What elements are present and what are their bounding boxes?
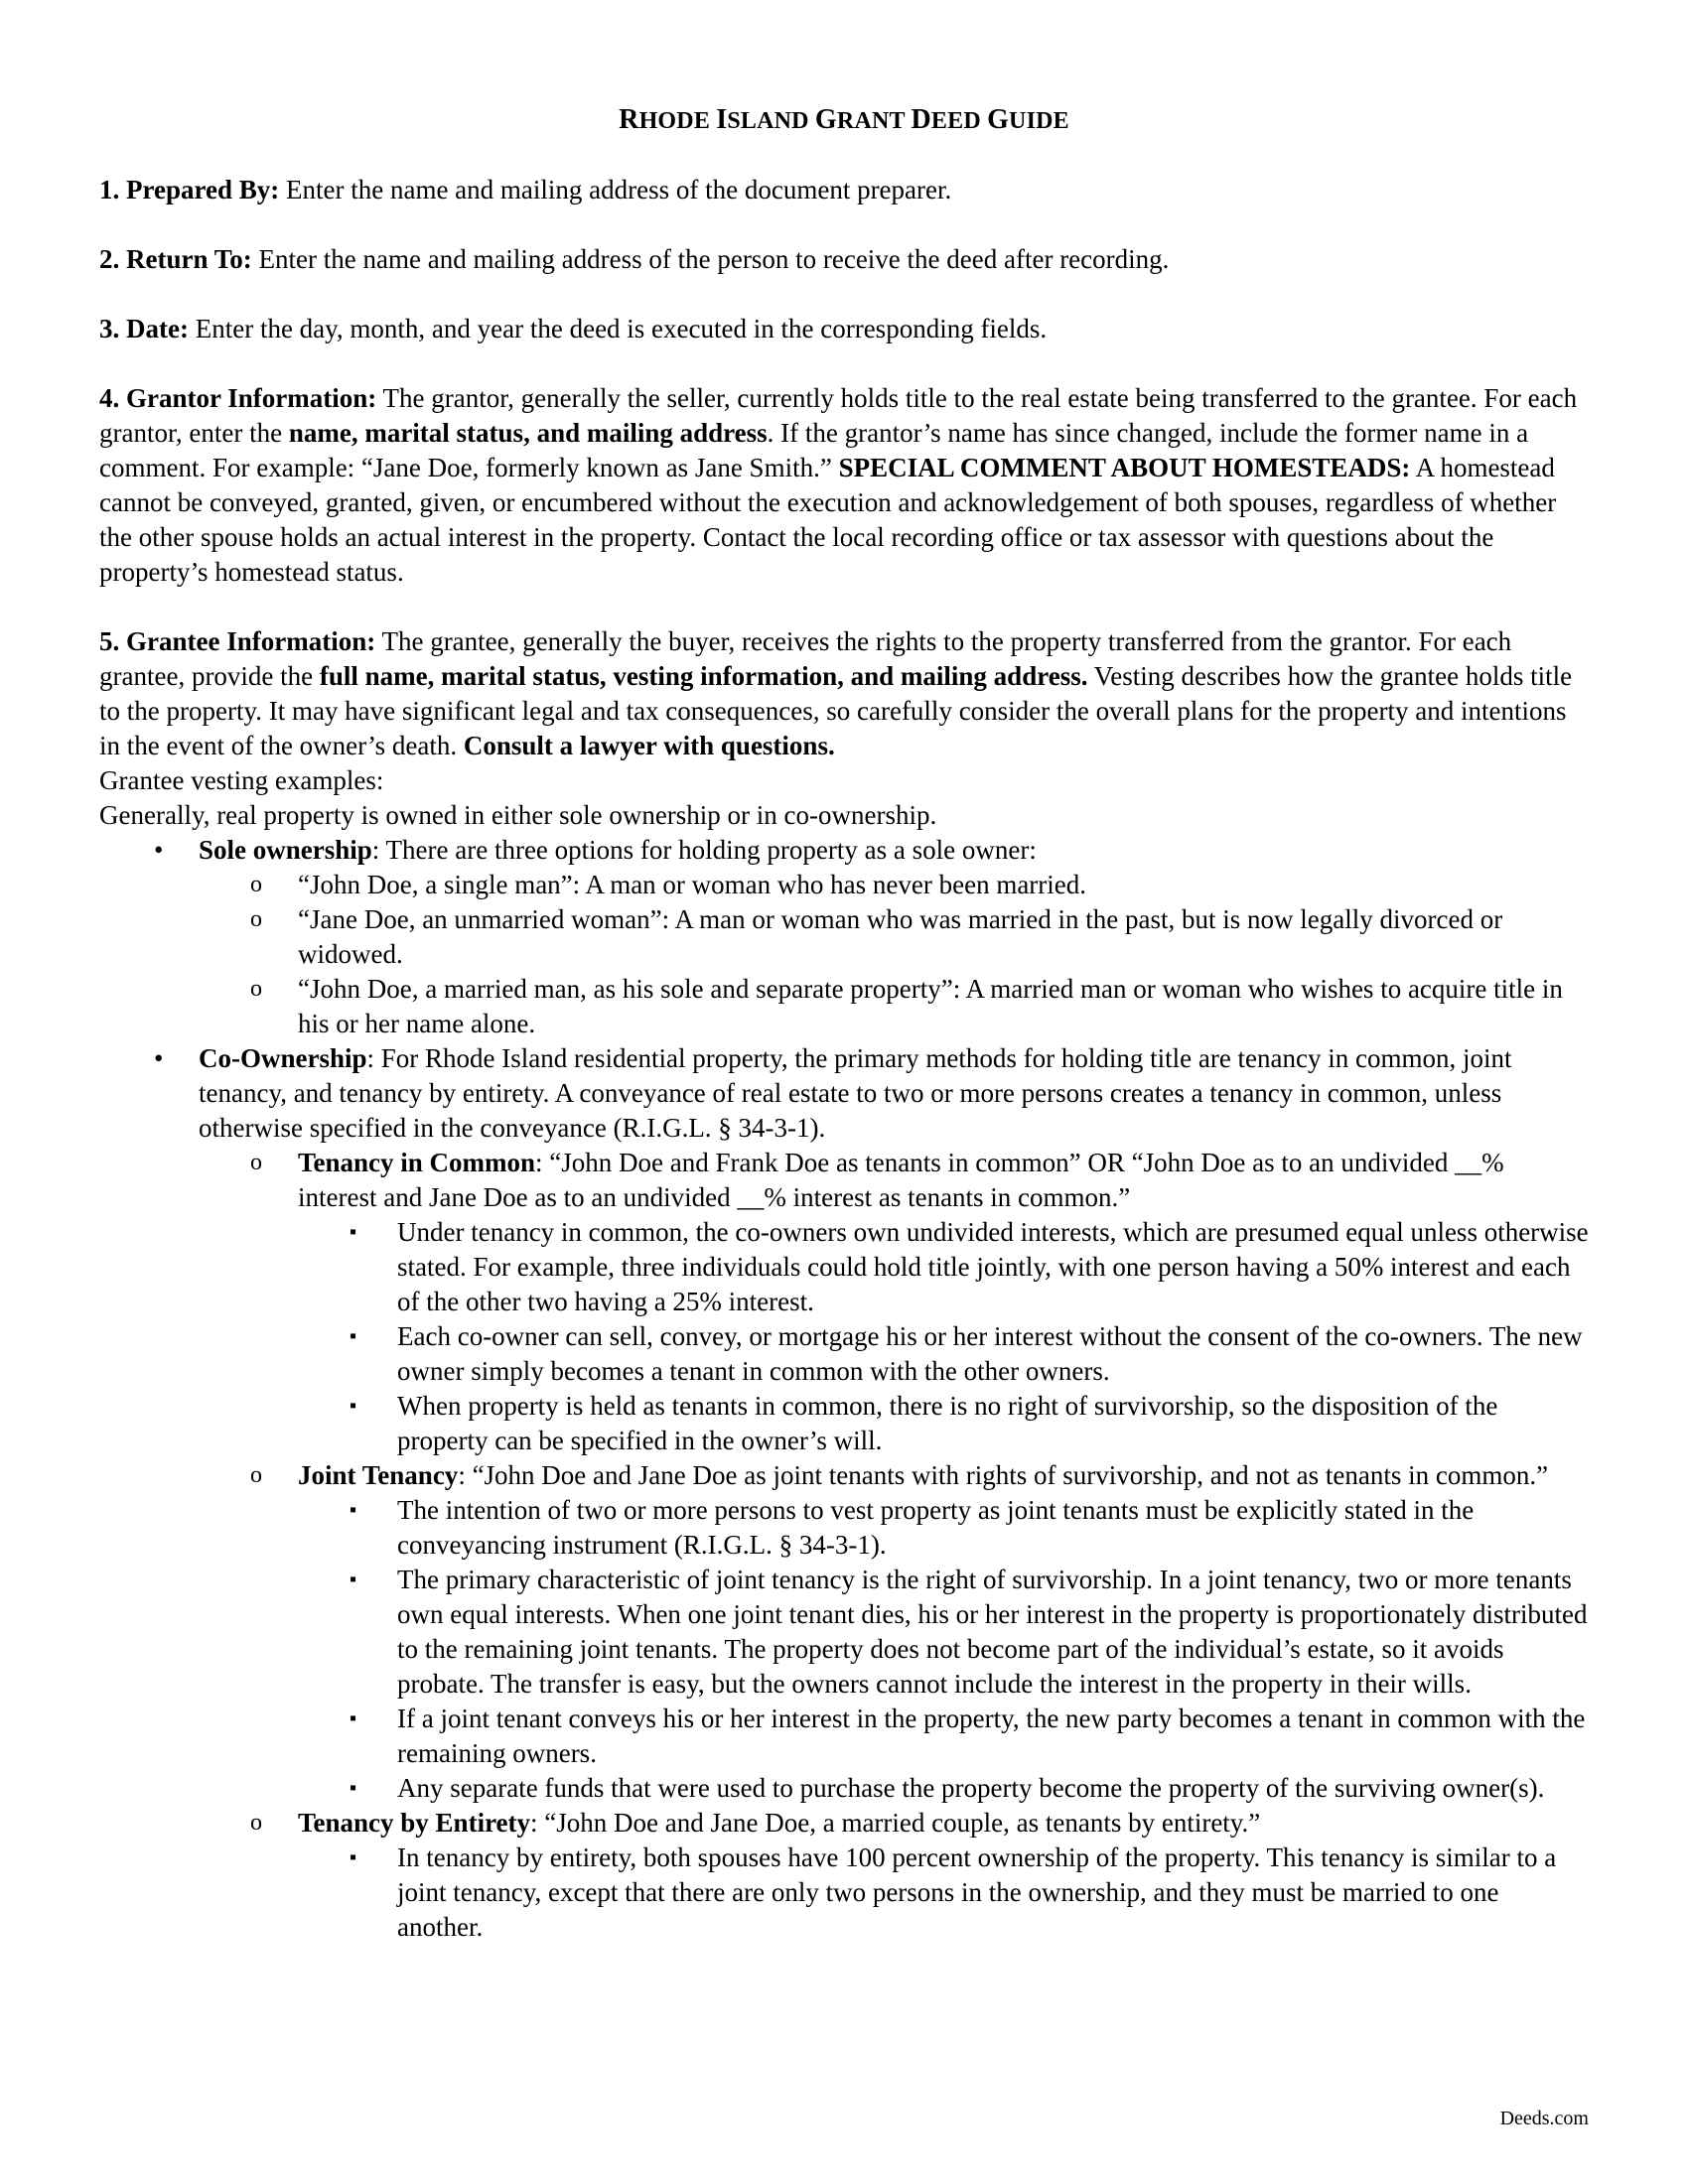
square-marker: ▪ — [350, 1395, 357, 1417]
grantee-section: 5. Grantee Information: The grantee, generally the buyer, receives the rights to the property transferred from the grantor. For each grantee, provide the full name, marital status, vesting information, and mailing address. Vesting describes how the grantee holds title to the property. It may have significant legal and tax consequences, so carefully consider the overall plans for the property and intentions in the event of the owner’s death. Consult a lawyer with questions. — [99, 626, 1573, 760]
bullet-marker: • — [154, 1043, 164, 1073]
jt-point: ▪ If a joint tenant conveys his or her interest in the property, the new party becomes a tenant in common with the remaining owners. — [350, 1704, 1586, 1768]
sole-ownership-item: • Sole ownership: There are three options for holding property as a sole owner: — [99, 833, 1589, 868]
prepared-by-section: 1. Prepared By: Enter the name and mailing address of the document preparer. — [99, 175, 952, 205]
document-page — [99, 102, 1589, 1945]
tenancy-by-entirety-item: o Tenancy by Entirety: “John Doe and Jane Doe, a married couple, as tenants by entirety.” — [99, 1806, 1589, 1841]
tic-point: ▪ Each co-owner can sell, convey, or mortgage his or her interest without the consent of the co-owners. The new owner simply becomes a tenant in common with the other owners. — [350, 1321, 1583, 1386]
date-section: 3. Date: Enter the day, month, and year the deed is executed in the corresponding fields. — [99, 314, 1048, 343]
grantor-section: 4. Grantor Information: The grantor, generally the seller, currently holds title to the real estate being transferred to the grantee. For each grantor, enter the name, marital status, and mailing address. If the grantor’s name has since changed, include the former name in a comment. For example: “Jane Doe, formerly known as Jane Smith.” SPECIAL COMMENT ABOUT HOMESTEADS: A homestead cannot be conveyed, granted, given, or encumbered without the execution and acknowledgement of both spouses, regardless of whether the other spouse holds an actual interest in the property. Contact the local recording office or tax assessor with questions about the property’s homestead status. — [99, 383, 1578, 587]
circle-marker: o — [250, 872, 262, 897]
ownership-intro: Generally, real property is owned in either sole ownership or in co-ownership. — [99, 800, 937, 830]
square-marker: ▪ — [350, 1221, 357, 1243]
square-marker: ▪ — [350, 1846, 357, 1868]
joint-tenancy-item: o Joint Tenancy: “John Doe and Jane Doe as joint tenants with rights of survivorship, and not as tenants in common.” — [99, 1458, 1589, 1493]
return-to-section: 2. Return To: Enter the name and mailing address of the person to receive the deed after recording. — [99, 244, 1170, 274]
tenancy-in-common-item: o Tenancy in Common: “John Doe and Frank Doe as tenants in common” OR “John Doe as to an undivided __% interest and Jane Doe as to an undivided __% interest as tenants in common.” — [250, 1148, 1504, 1212]
sole-option-married: o “John Doe, a married man, as his sole and separate property”: A married man or woman who wishes to acquire title in his or her name alone. — [250, 974, 1563, 1038]
jt-point: ▪ Any separate funds that were used to purchase the property become the property of the surviving owner(s). — [99, 1771, 1589, 1806]
sole-option-single: o “John Doe, a single man”: A man or woman who has never been married. — [99, 868, 1589, 902]
circle-marker: o — [250, 1810, 262, 1836]
square-marker: ▪ — [350, 1499, 357, 1521]
square-marker: ▪ — [350, 1325, 357, 1347]
circle-marker: o — [250, 1462, 262, 1488]
circle-marker: o — [250, 976, 262, 1002]
circle-marker: o — [250, 906, 262, 932]
vesting-examples-heading: Grantee vesting examples: — [99, 765, 384, 795]
jt-point: ▪ The intention of two or more persons to vest property as joint tenants must be explicitly stated in the conveyancing instrument (R.I.G.L. § 34-3-1). — [350, 1495, 1475, 1560]
square-marker: ▪ — [350, 1569, 357, 1590]
sole-option-unmarried: o “Jane Doe, an unmarried woman”: A man or woman who was married in the past, but is now legally divorced or widowed. — [250, 904, 1503, 969]
tic-point: ▪ Under tenancy in common, the co-owners own undivided interests, which are presumed equal unless otherwise stated. For example, three individuals could hold title jointly, with one person having a 50% interest and each of the other two having a 25% interest. — [350, 1217, 1589, 1316]
square-marker: ▪ — [350, 1777, 357, 1799]
jt-point: ▪ The primary characteristic of joint tenancy is the right of survivorship. In a joint tenancy, two or more tenants own equal interests. When one joint tenant dies, his or her interest in the property is proportionately distributed to the remaining joint tenants. The property does not become part of the individual’s estate, so it avoids probate. The transfer is easy, but the owners cannot include the interest in the property in their wills. — [350, 1565, 1588, 1699]
page-title: RHODE ISLAND GRANT DEED GUIDE — [619, 104, 1069, 135]
square-marker: ▪ — [350, 1707, 357, 1729]
circle-marker: o — [250, 1150, 262, 1175]
ownership-list — [99, 833, 1589, 1945]
tic-point: ▪ When property is held as tenants in common, there is no right of survivorship, so the disposition of the property can be specified in the owner’s will. — [350, 1391, 1498, 1455]
tbe-point: ▪ In tenancy by entirety, both spouses have 100 percent ownership of the property. This tenancy is similar to a joint tenancy, except that there are only two persons in the ownership, and they must be married to one another. — [350, 1843, 1557, 1942]
footer-brand: Deeds.com — [1499, 2108, 1589, 2129]
bullet-marker: • — [154, 835, 164, 865]
co-ownership-item: • Co-Ownership: For Rhode Island residential property, the primary methods for holding title are tenancy in common, joint tenancy, and tenancy by entirety. A conveyance of real estate to two or more persons creates a tenancy in common, unless otherwise specified in the conveyance (R.I.G.L. § 34-3-1). — [154, 1043, 1512, 1143]
